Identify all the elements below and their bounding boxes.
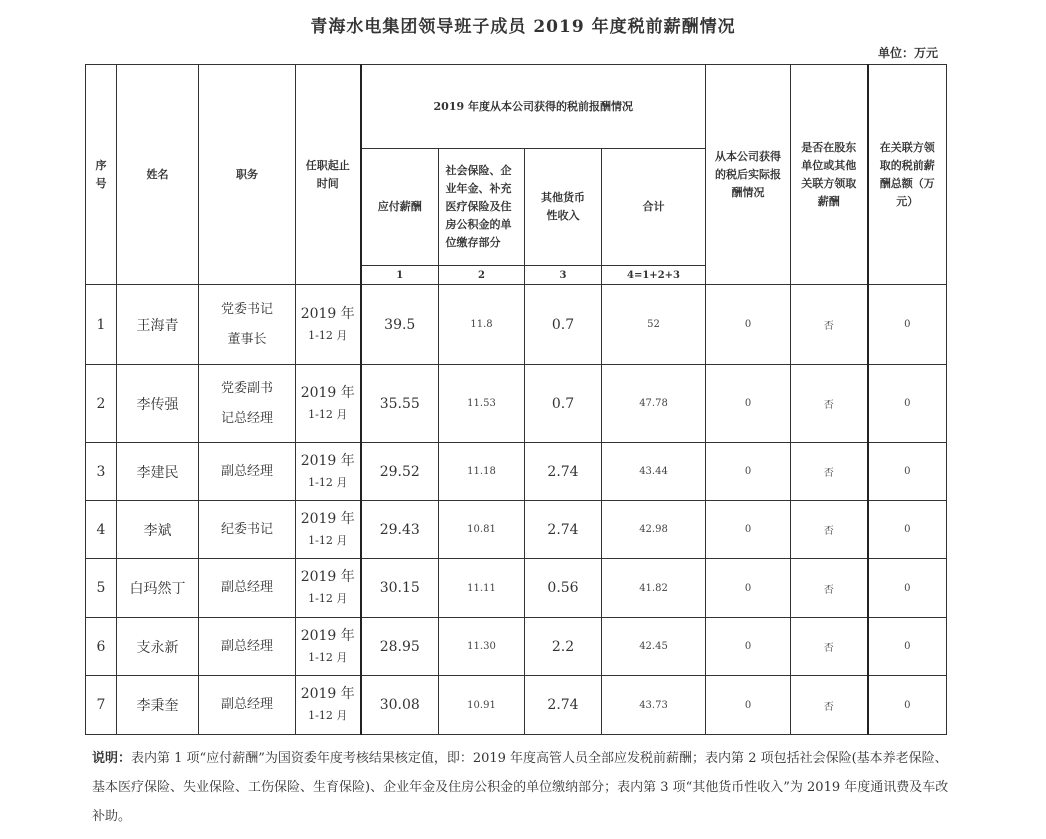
row-other: 0.7 [525, 285, 602, 365]
row-term: 2019 年 1-12 月 [296, 676, 361, 735]
table-row [86, 501, 947, 559]
header-payable: 应付薪酬 [361, 149, 439, 266]
unit-label: 单位：万元 [877, 46, 938, 60]
header-total: 合计 [602, 149, 706, 266]
row-related: 否 [791, 285, 868, 365]
row-related: 否 [791, 559, 868, 618]
footnote [92, 744, 952, 831]
row-payable: 29.52 [361, 443, 439, 501]
header-term: 任职起止时间 [296, 65, 361, 285]
header-index-2: 2 [439, 266, 525, 285]
row-name: 白玛然丁 [117, 559, 199, 618]
row-total: 41.82 [602, 559, 706, 618]
table-row [86, 676, 947, 735]
row-total: 43.44 [602, 443, 706, 501]
header-index-3: 3 [525, 266, 602, 285]
row-after-tax: 0 [706, 501, 791, 559]
row-after-tax: 0 [706, 443, 791, 501]
row-related: 否 [791, 443, 868, 501]
row-position: 副总经理 [199, 618, 296, 676]
row-name: 支永新 [117, 618, 199, 676]
row-position: 副总经理 [199, 443, 296, 501]
row-seq: 7 [86, 676, 117, 735]
row-related-amount: 0 [868, 285, 947, 365]
header-seq: 序号 [86, 65, 117, 285]
row-seq: 5 [86, 559, 117, 618]
row-payable: 28.95 [361, 618, 439, 676]
row-related: 否 [791, 676, 868, 735]
row-related: 否 [791, 365, 868, 443]
row-position: 副总经理 [199, 676, 296, 735]
row-related-amount: 0 [868, 443, 947, 501]
table-row [86, 285, 947, 365]
row-term: 2019 年 1-12 月 [296, 559, 361, 618]
salary-table [85, 64, 947, 735]
row-name: 李斌 [117, 501, 199, 559]
row-total: 42.45 [602, 618, 706, 676]
row-name: 李传强 [117, 365, 199, 443]
row-name: 李建民 [117, 443, 199, 501]
row-seq: 1 [86, 285, 117, 365]
row-after-tax: 0 [706, 365, 791, 443]
row-name: 王海青 [117, 285, 199, 365]
header-index-1: 1 [361, 266, 439, 285]
table-row [86, 443, 947, 501]
row-position: 党委书记 董事长 [199, 285, 296, 365]
row-seq: 3 [86, 443, 117, 501]
row-term: 2019 年 1-12 月 [296, 365, 361, 443]
row-related: 否 [791, 501, 868, 559]
header-position: 职务 [199, 65, 296, 285]
row-seq: 4 [86, 501, 117, 559]
row-term: 2019 年 1-12 月 [296, 285, 361, 365]
header-index-4: 4=1+2+3 [602, 266, 706, 285]
row-payable: 30.15 [361, 559, 439, 618]
row-name: 李秉奎 [117, 676, 199, 735]
row-payable: 30.08 [361, 676, 439, 735]
header-after-tax: 从本公司获得的税后实际报酬情况 [706, 65, 791, 285]
header-related-amount: 在关联方领取的税前薪酬总额（万元） [868, 65, 947, 285]
row-after-tax: 0 [706, 676, 791, 735]
row-other: 2.74 [525, 501, 602, 559]
header-social-insurance: 社会保险、企业年金、补充医疗保险及住房公积金的单位缴存部分 [439, 149, 525, 266]
header-name: 姓名 [117, 65, 199, 285]
header-other-income: 其他货币性收入 [525, 149, 602, 266]
row-social: 10.81 [439, 501, 525, 559]
row-payable: 39.5 [361, 285, 439, 365]
row-related: 否 [791, 618, 868, 676]
row-seq: 6 [86, 618, 117, 676]
row-seq: 2 [86, 365, 117, 443]
row-other: 2.2 [525, 618, 602, 676]
row-position: 副总经理 [199, 559, 296, 618]
table-row [86, 559, 947, 618]
row-payable: 29.43 [361, 501, 439, 559]
row-other: 2.74 [525, 443, 602, 501]
row-total: 47.78 [602, 365, 706, 443]
row-social: 11.8 [439, 285, 525, 365]
footnote-label: 说明： [92, 751, 132, 766]
row-total: 52 [602, 285, 706, 365]
row-after-tax: 0 [706, 618, 791, 676]
row-total: 43.73 [602, 676, 706, 735]
row-after-tax: 0 [706, 285, 791, 365]
row-after-tax: 0 [706, 559, 791, 618]
row-related-amount: 0 [868, 676, 947, 735]
row-term: 2019 年 1-12 月 [296, 618, 361, 676]
row-term: 2019 年 1-12 月 [296, 501, 361, 559]
row-related-amount: 0 [868, 559, 947, 618]
row-payable: 35.55 [361, 365, 439, 443]
row-social: 10.91 [439, 676, 525, 735]
row-position: 纪委书记 [199, 501, 296, 559]
row-social: 11.18 [439, 443, 525, 501]
row-other: 0.7 [525, 365, 602, 443]
row-term: 2019 年 1-12 月 [296, 443, 361, 501]
row-social: 11.11 [439, 559, 525, 618]
row-other: 2.74 [525, 676, 602, 735]
table-row [86, 365, 947, 443]
row-related-amount: 0 [868, 365, 947, 443]
row-social: 11.53 [439, 365, 525, 443]
table-row [86, 618, 947, 676]
row-social: 11.30 [439, 618, 525, 676]
document-title: 青海水电集团领导班子成员 2019 年度税前薪酬情况 [310, 17, 736, 37]
row-position: 党委副书 记总经理 [199, 365, 296, 443]
row-related-amount: 0 [868, 618, 947, 676]
row-related-amount: 0 [868, 501, 947, 559]
row-total: 42.98 [602, 501, 706, 559]
header-pre-tax-group: 2019 年度从本公司获得的税前报酬情况 [361, 65, 706, 149]
row-other: 0.56 [525, 559, 602, 618]
header-related-party: 是否在股东单位或其他关联方领取薪酬 [791, 65, 868, 285]
footnote-text: 表内第 1 项“应付薪酬”为国资委年度考核结果核定值，即：2019 年度高管人员全部应发税前薪酬；表内第 2 项包括社会保险(基本养老保险、基本医疗保险、失业保险、工伤保险、生育保险)、企业年金及住房公积金的单位缴纳部分；表内第 3 项“其他货币性收入”为 2019 年度通讯费及车改补助。 [92, 751, 949, 824]
